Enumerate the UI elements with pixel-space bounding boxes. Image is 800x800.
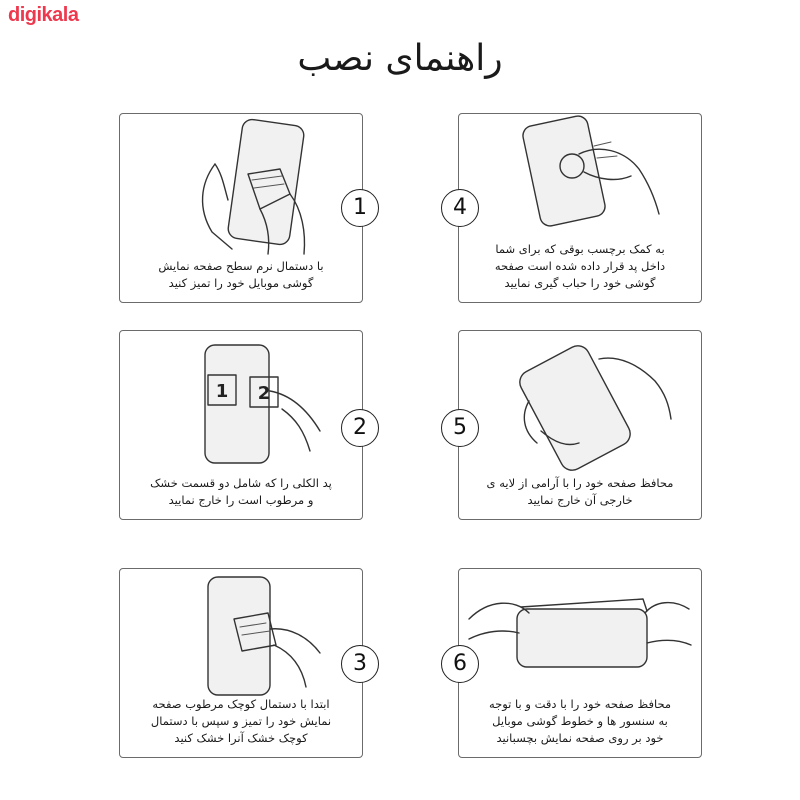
step-1-caption [128,258,354,292]
caption-line: و مرطوب است را خارج نمایید [168,493,314,507]
step-6-panel [458,568,702,758]
step-1-number: 1 [341,189,379,227]
caption-line: محافظ صفحه خود را با آرامی از لایه ی [486,476,674,490]
caption-line: کوچک خشک آنرا خشک کنید [174,731,308,745]
caption-line: خود بر روی صفحه نمایش بچسبانید [496,731,664,745]
caption-line: گوشی خود را حباب گیری نمایید [504,276,656,290]
step-3-caption [128,696,354,747]
caption-line: خارجی آن خارج نمایید [527,493,633,507]
step-1-panel [119,113,363,303]
step-5-panel [458,330,702,520]
step-3-number: 3 [341,645,379,683]
caption-line: محافظ صفحه خود را با دقت و با توجه [488,697,672,711]
step-3-panel [119,568,363,758]
step-2-caption [128,475,354,509]
step-5-caption [467,475,693,509]
page-title: راهنمای نصب [297,38,503,79]
digikala-logo: digikala [8,4,79,26]
caption-line: ابتدا با دستمال کوچک مرطوب صفحه [152,697,330,711]
wet-pad-number: 1 [215,381,229,402]
step-6-number: 6 [441,645,479,683]
caption-line: گوشی موبایل خود را تمیز کنید [168,276,314,290]
step-6-caption [467,696,693,747]
step-2-number: 2 [341,409,379,447]
dry-pad-number: 2 [257,383,271,404]
step-4-panel [458,113,702,303]
step-4-number: 4 [441,189,479,227]
caption-line: با دستمال نرم سطح صفحه نمایش [158,259,324,273]
step-2-panel [119,330,363,520]
step-4-caption [467,241,693,292]
step-5-number: 5 [441,409,479,447]
caption-line: پد الکلی را که شامل دو قسمت خشک [150,476,332,490]
caption-line: به سنسور ها و خطوط گوشی موبایل [492,714,668,728]
caption-line: داخل پد قرار داده شده است صفحه [494,259,666,273]
caption-line: به کمک برچسب بوقی که برای شما [495,242,665,256]
caption-line: نمایش خود را تمیز و سپس با دستمال [150,714,332,728]
